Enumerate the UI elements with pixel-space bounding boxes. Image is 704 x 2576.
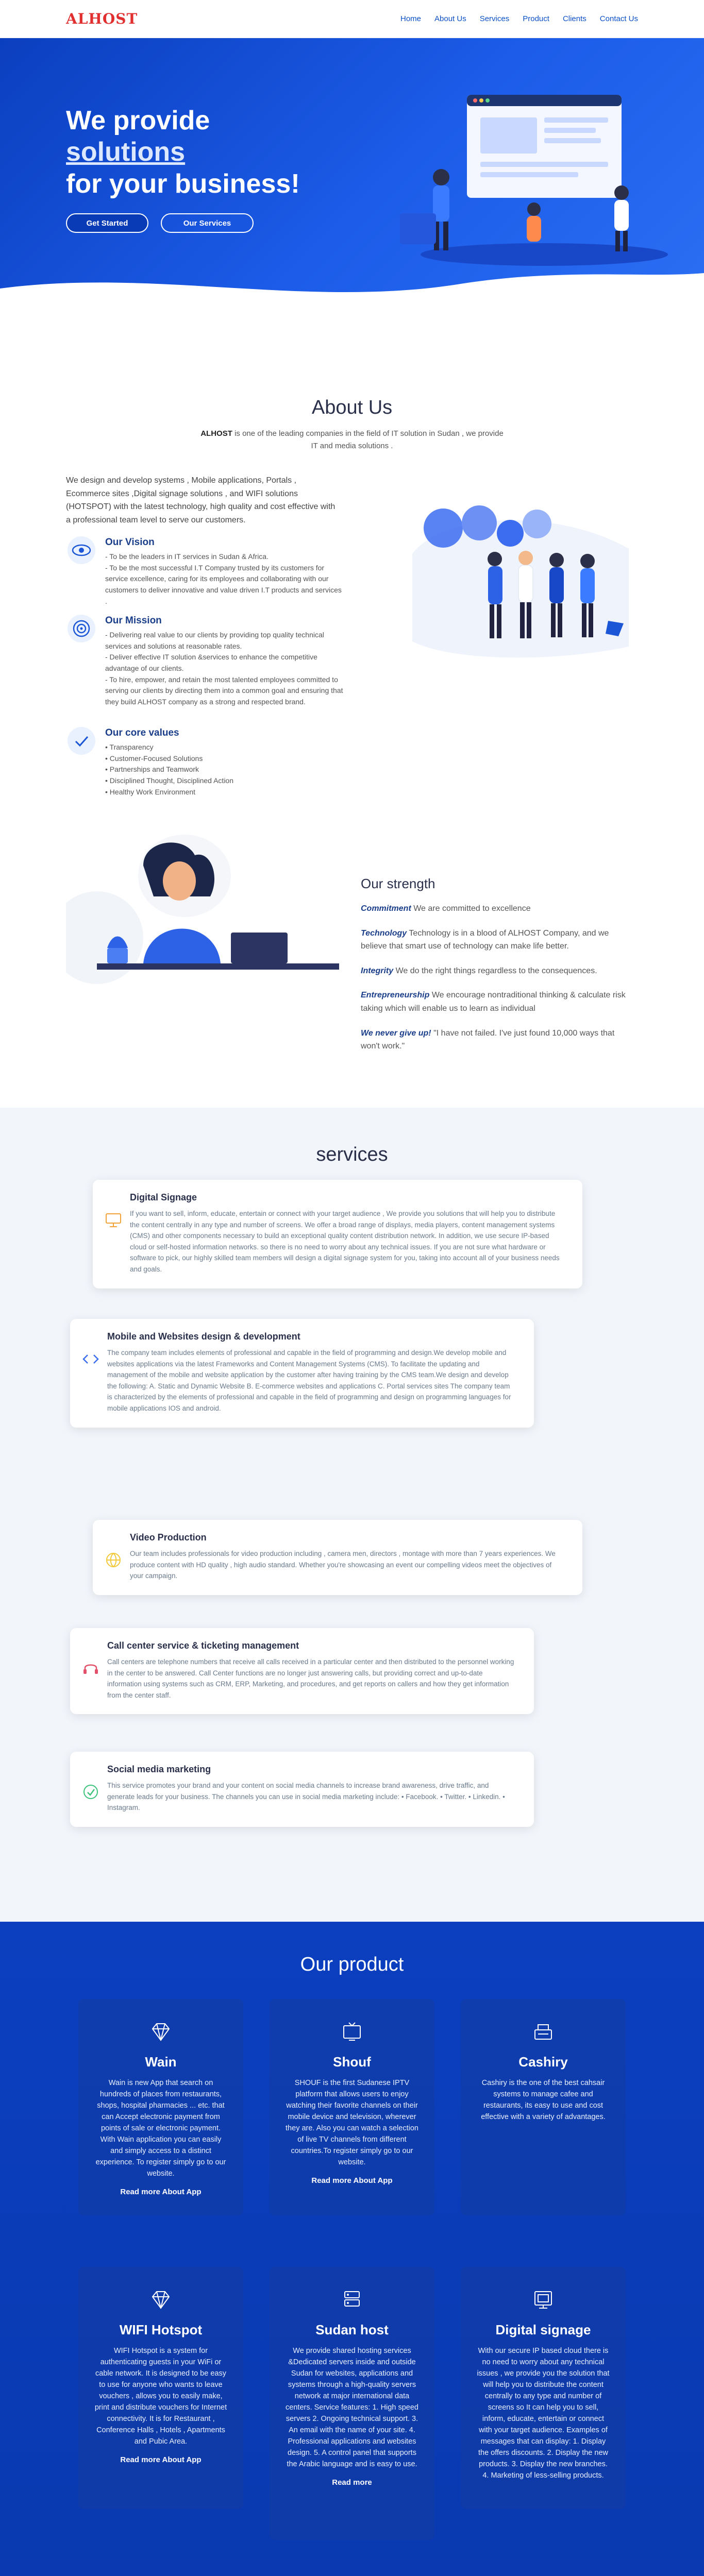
values-item: • Customer-Focused Solutions <box>105 754 203 762</box>
service-text: Our team includes professionals for video production including , camera men, directors , montage with more than 7 years experiences. We produce content with HD quality , high audio standard. Whether you're showcasing an event our compelling videos meet the objectives of your campaign. <box>130 1550 556 1580</box>
values-list <box>105 742 233 798</box>
product-text: SHOUF is the first Sudanese IPTV platform that allows users to enjoy watching their favorite channels on their mobile device and television, wherever they are. Also you can watch a selection of live TV channels from different countries.To register simply go to our website. <box>286 2079 418 2167</box>
code-icon <box>80 1349 101 1369</box>
strength-value: "I have not failed. I've just found 10,000 ways that won't work." <box>361 1028 615 1051</box>
product-card-cashiry[interactable] <box>461 1999 626 2215</box>
product-card-sudan-host[interactable] <box>270 2267 434 2540</box>
mission-title: Our Mission <box>105 615 162 626</box>
service-card-social-media[interactable] <box>70 1752 534 1827</box>
product-name: WIFI Hotspot <box>119 2322 203 2337</box>
strength-item <box>361 927 634 953</box>
product-name: Digital signage <box>495 2322 591 2337</box>
service-card-digital-signage[interactable] <box>93 1180 582 1289</box>
strength-key: Integrity <box>361 966 394 975</box>
values-item: • Partnerships and Teamwork <box>105 765 199 774</box>
service-text: If you want to sell, inform, educate, entertain or connect with your target audience , We provide you solutions that will help you to distribute the content centrally in any type and number of screens. We offer a broad range of displays, media players, content management systems (CMS) and other components necessary to build an exceptional quality content distribution network. In addition, we use secure IP-based cloud or self-hosted information networks. so there is no need to worry about any technical issues. If you are not sure what hardware or software to pick, our highly skilled team members will design a digital signage system for you, taking into account all of your business needs and goals. <box>130 1210 560 1273</box>
product-name: Sudan host <box>315 2322 389 2337</box>
hero-illustration <box>379 84 668 270</box>
team-illustration <box>402 492 639 667</box>
woman-laptop-illustration <box>66 829 344 1015</box>
about-intro: We design and develop systems , Mobile applications, Portals , Ecommerce sites ,Digital signage solutions , and WIFI solutions (HOTSPOT) with the latest technology, high quality and cost effective with a professional team level to serve our customers. <box>66 476 336 524</box>
about-lead-brand: ALHOST <box>200 429 232 438</box>
strength-item <box>361 902 634 916</box>
about-lead <box>197 428 507 452</box>
service-text: This service promotes your brand and your content on social media channels to increase brand awareness, drive traffic, and generate leads for your business. The channels you can use in social media marketing include: • Facebook. • Twitter. • Linkedin. • Instagram. <box>107 1782 505 1812</box>
service-card-call-center[interactable] <box>70 1628 534 1714</box>
mission-item: - Delivering real value to our clients by providing top quality technical services and solutions at reasonable rates. <box>105 631 324 650</box>
service-title: Video Production <box>130 1532 207 1543</box>
products-section <box>0 1922 704 2576</box>
product-name: Wain <box>145 2054 177 2070</box>
product-name: Shouf <box>333 2054 371 2070</box>
strength-key: Technology <box>361 928 407 938</box>
share-icon <box>80 1782 101 1802</box>
strength-value: We are committed to excellence <box>413 904 531 913</box>
product-text: We provide shared hosting services &Dedicated servers inside and outside Sudan for websites, applications and systems through a high-quality servers network at major international data centers. Service features: 1. High speed servers 2. Ongoing technical support. 3. An email with the name of your site. 4. Professional applications and websites design. 5. A control panel that supports the Arabic language and is easy to use. <box>286 2347 418 2469</box>
top-navbar <box>0 0 704 38</box>
services-section <box>0 1108 704 1922</box>
server-icon <box>340 2287 364 2312</box>
signage-icon <box>103 1210 124 1230</box>
mission-item: - Deliver effective IT solution &services to enhance the competitive advantage of our clients. <box>105 653 317 673</box>
values-check-icon <box>66 725 97 756</box>
read-more-link[interactable]: Read more <box>332 2478 372 2487</box>
mission-list <box>105 630 344 708</box>
product-text: Wain is new App that search on hundreds of places from restaurants, shops, hospital pharmacies ... etc. that can Accept electronic payment from points of sale or electronic payment. With Wain application you can easily and simply access to a distinct experience. To register simply go to our website. <box>95 2079 226 2178</box>
product-card-digital-signage[interactable] <box>461 2267 626 2509</box>
globe-icon <box>103 1550 124 1570</box>
values-item: • Healthy Work Environment <box>105 787 196 796</box>
product-text: WIFI Hotspot is a system for authenticating guests in your WiFi or cable network. It is designed to be easy to use for anyone who wants to leave vouchers , allows you to easily make, print and distribute vouchers for Internet connectivity. It is for Restaurant , Conference Halls , Hotels , Apartments and Pubic Area. <box>94 2347 227 2446</box>
products-title: Our product <box>300 1954 404 1975</box>
about-title: About Us <box>311 397 393 418</box>
hero-wave <box>0 263 704 304</box>
read-more-link[interactable]: Read more About App <box>120 2188 202 2197</box>
hero-headline <box>66 105 300 200</box>
strength-key: We never give up! <box>361 1028 431 1038</box>
diamond-icon <box>148 2287 173 2312</box>
strength-value: Technology is in a blood of ALHOST Company, and we believe that smart use of technology can make life better. <box>361 928 609 951</box>
strength-value: We encourage nontraditional thinking & calculate risk taking which will enable us to learn as individual <box>361 991 626 1013</box>
service-title: Mobile and Websites design & development <box>107 1331 300 1342</box>
mission-item: - To hire, empower, and retain the most talented employees committed to serving our clients by directing them into a common goal and ensuring that they build ALHOST company as a strong and respected brand. <box>105 675 343 706</box>
nav-home[interactable]: Home <box>400 14 421 23</box>
diamond-icon <box>148 2020 173 2044</box>
screen-icon <box>531 2287 556 2312</box>
vision-item: - To be the most successful I.T Company trusted by its customers for service excellence, caring for its employees and collaborating with our customers to deliver innovative and value driven I.T products and services . <box>105 563 342 605</box>
strength-value: We do the right things regardless to the consequences. <box>395 966 597 975</box>
about-section <box>0 304 704 1108</box>
values-item: • Disciplined Thought, Disciplined Action <box>105 776 233 785</box>
product-card-wifi-hotspot[interactable] <box>78 2267 243 2509</box>
service-title: Digital Signage <box>130 1192 197 1202</box>
product-card-wain[interactable] <box>78 1999 243 2215</box>
strength-item <box>361 989 634 1015</box>
product-text: With our secure IP based cloud there is no need to worry about any technical issues , we provide you the solution that will help you to distribute the content centrally to any type and number of screens so It can help you to sell, inform, educate, entertain or connect with your target audience. Examples of messages that can display: 1. Display the offers discounts. 2. Display the new products. 3. Display the new branches. 4. Marketing of less-selling products. <box>477 2347 610 2480</box>
main-nav <box>400 14 638 23</box>
nav-clients[interactable]: Clients <box>562 14 586 23</box>
service-text: Call centers are telephone numbers that receive all calls received in a particular center and then distributed to the personnel working in the center to be answered. Call Center functions are no longer just answering calls, but providing correct and up-to-date information using systems such as CRM, ERP, Marketing, and procedures, and get reports on callers and how they get information from the center staff. <box>107 1658 514 1699</box>
about-lead-text: is one of the leading companies in the field of IT solution in Sudan , we provide IT and media solutions . <box>234 429 504 450</box>
read-more-link[interactable]: Read more About App <box>120 2455 202 2465</box>
strength-key: Entrepreneurship <box>361 991 430 1000</box>
get-started-button[interactable]: Get Started <box>66 213 148 233</box>
hero-line-3: for your business! <box>66 168 300 199</box>
service-title: Social media marketing <box>107 1764 211 1774</box>
service-text: The company team includes elements of professional and capable in the field of programming and design.We develop mobile and websites applications via the latest Frameworks and Content Management Systems (CMS). To facilitate the updating and management of the mobile and website application by the customer after having training by the CMS team.We design and develop the following: A. Static and Dynamic Website B. E-commerce websites and applications C. Portal services sites The company team is characterized by the elements of professional and capable in the field of programming and design on programming languages for mobile applications IOS and android. <box>107 1349 511 1412</box>
service-card-video[interactable] <box>93 1520 582 1595</box>
values-item: • Transparency <box>105 743 154 751</box>
nav-product[interactable]: Product <box>523 14 549 23</box>
vision-title: Our Vision <box>105 537 155 548</box>
product-name: Cashiry <box>518 2054 568 2070</box>
mission-target-icon <box>66 613 97 644</box>
strength-item <box>361 964 634 978</box>
service-title: Call center service & ticketing management <box>107 1640 299 1651</box>
hero-section <box>0 38 704 304</box>
services-title: services <box>316 1144 388 1165</box>
vision-item: - To be the leaders in IT services in Sudan & Africa. <box>105 552 269 561</box>
nav-services[interactable]: Services <box>479 14 510 23</box>
headset-icon <box>80 1658 101 1679</box>
service-card-mobile-web[interactable] <box>70 1319 534 1428</box>
vision-block <box>66 535 344 607</box>
strength-key: Commitment <box>361 904 411 913</box>
read-more-link[interactable]: Read more About App <box>311 2176 393 2185</box>
mission-block <box>66 613 344 708</box>
nav-about[interactable]: About Us <box>434 14 466 23</box>
tv-icon <box>340 2020 364 2044</box>
vision-list <box>105 551 344 607</box>
product-card-shouf[interactable] <box>270 1999 434 2215</box>
hero-line-1: We provide <box>66 106 210 135</box>
hero-line-2: solutions <box>66 137 186 167</box>
product-text: Cashiry is the one of the best cahsair systems to manage cafee and restaurants, its easy to use and cost effective with a variety of advantages. <box>481 2079 606 2122</box>
register-icon <box>531 2020 556 2044</box>
brand-logo[interactable]: ALHOST <box>66 10 138 27</box>
strength-title: Our strength <box>361 876 435 891</box>
nav-contact[interactable]: Contact Us <box>599 14 638 23</box>
our-services-button[interactable]: Our Services <box>161 213 254 233</box>
values-block <box>66 725 344 798</box>
values-title: Our core values <box>105 727 179 738</box>
strength-block <box>361 876 634 1064</box>
vision-eye-icon <box>66 535 97 566</box>
strength-item <box>361 1027 634 1053</box>
